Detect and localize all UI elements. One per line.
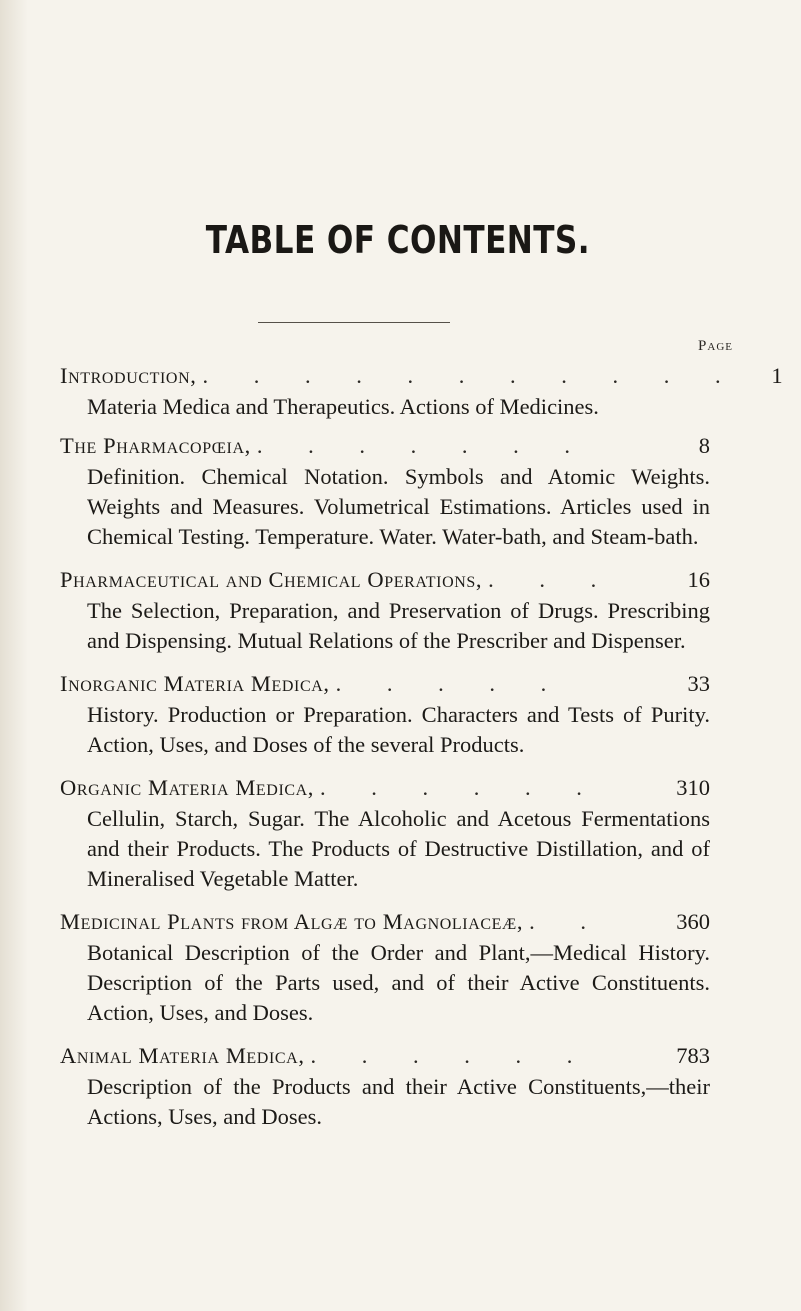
entry-title: Introduction, [60,363,197,388]
contents-entry-pharmacopoeia [60,430,710,552]
contents-entry-introduction [60,360,783,422]
entry-description: Materia Medica and Therapeutics. Actions of Medicines. [87,394,599,419]
page-title: TABLE OF CONTENTS. [205,218,591,262]
entry-page-number: 16 [687,567,710,592]
contents-list [60,360,783,1132]
dot-leader: . . . [488,567,617,592]
entry-description: Botanical Description of the Order and Plant,—Medical History. Description of the Parts used, and of their Active Constituents. Action, Uses, and Doses. [87,940,710,1025]
entry-page-number: 33 [687,671,710,696]
page-gutter-shadow [0,0,28,1311]
entry-page-number: 1 [771,363,783,388]
entry-title: Inorganic Materia Medica, [60,671,330,696]
dot-leader: . . . . . . [310,1043,593,1068]
contents-entry-inorganic [60,668,710,760]
entry-description: The Selection, Preparation, and Preservation of Drugs. Prescribing and Dispensing. Mutual Relations of the Prescriber and Dispenser. [87,598,710,653]
page-column-header: Page [698,338,733,354]
dot-leader: . . . . . [335,671,567,696]
contents-entry-medicinal-plants [60,906,710,1028]
entry-title: Animal Materia Medica, [60,1043,305,1068]
entry-description: History. Production or Preparation. Characters and Tests of Purity. Action, Uses, and Doses of the several Products. [87,702,710,757]
entry-page-number: 8 [698,433,710,458]
contents-entry-animal [60,1040,710,1132]
entry-title: Organic Materia Medica, [60,775,315,800]
entry-description: Description of the Products and their Active Constituents,—their Actions, Uses, and Doses. [87,1074,710,1129]
entry-description: Cellulin, Starch, Sugar. The Alcoholic and Acetous Fermentations and their Products. The Products of Destructive Distillation, and of Mineralised Vegetable Matter. [87,806,710,891]
entry-title: The Pharmacopœia, [60,433,251,458]
entry-title: Pharmaceutical and Chemical Operations, [60,567,483,592]
entry-description: Definition. Chemical Notation. Symbols and Atomic Weights. Weights and Measures. Volumetrical Estimations. Articles used in Chemical Testing. Temperature. Water. Water-bath, and Steam-bath. [87,464,710,549]
dot-leader: . . . . . . . [256,433,590,458]
contents-entry-organic [60,772,710,894]
dot-leader: . . . . . . . . . . . [202,363,741,388]
contents-entry-operations [60,564,710,656]
entry-page-number: 360 [676,909,710,934]
entry-page-number: 783 [676,1043,710,1068]
entry-title: Medicinal Plants from Algæ to Magnoliaceæ, [60,909,524,934]
entry-page-number: 310 [676,775,710,800]
dot-leader: . . [529,909,606,934]
dot-leader: . . . . . . [320,775,602,800]
title-rule [258,322,450,323]
